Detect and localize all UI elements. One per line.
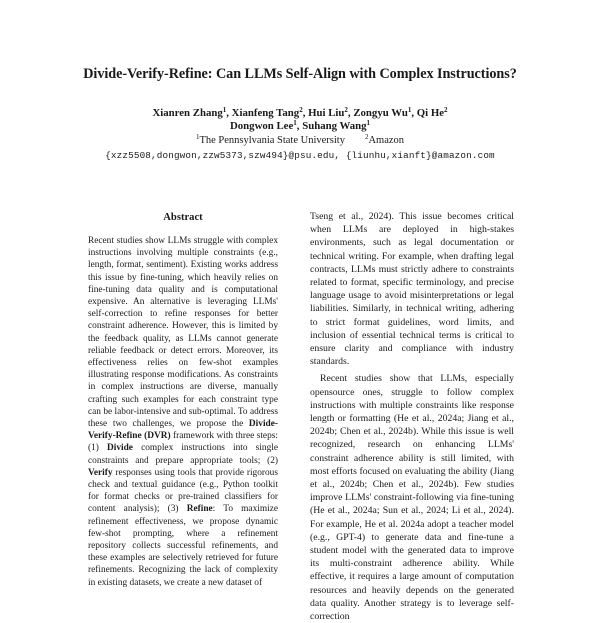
body-paragraph: Recent studies show that LLMs, especially opensource ones, struggle to follow complex instructions with multiple constraints like response length or formatting (He et al., 2024a; Jiang et al., 2024b; Chen et al., 2024b). While this issue is well recognized, research on enhancing LLMs' constraint adherence ability is still limited, with most efforts focused on evaluating the ability (Jiang et al., 2024b; Chen et al., 2024b). Few studies improve LLMs' constraint-following via fine-tuning (He et al., 2024a; Sun et al., 2024; Li et al., 2024). For example, He et al. 2024a adopt a teacher model (e.g., GPT-4) to generate data and fine-tune a student model with the generated data to improve its multi-constraint adherence ability. While effective, it requires a large amount of computation resources and heavily depends on the generated data quality. Another strategy is to leverage self-correction bbox=[310, 373, 514, 623]
author-affiliation-mark: 2 bbox=[299, 106, 303, 114]
abstract-framework-name: Divide-Verify-Refine (DVR) bbox=[88, 419, 278, 442]
author-affiliation-mark: 1 bbox=[293, 119, 297, 127]
author-line-2 bbox=[40, 120, 560, 133]
author-name: Qi He bbox=[416, 107, 445, 119]
author-name: Suhang Wang bbox=[302, 120, 367, 132]
abstract-step-verify: Verify bbox=[88, 467, 113, 478]
body-paragraph: Tseng et al., 2024). This issue becomes critical when LLMs are deployed in high-stakes environments, such as legal documentation or technical writing. For example, when drafting legal contracts, LLMs must strictly adhere to constraints related to format, specific terminology, and precise language usage to avoid misinterpretations or legal liabilities. Similarly, in technical writing, adhering to strict format guidelines, word limits, and inclusion of essential technical terms is critical to ensure clarity and compliance with industry standards. bbox=[310, 211, 514, 368]
affiliation-name: The Pennsylvania State University bbox=[199, 135, 345, 146]
author-affiliation-mark: 1 bbox=[222, 106, 227, 114]
author-name: Xianfeng Tang bbox=[231, 107, 300, 119]
abstract-text: complex instructions into single constraints and prepare appropriate tools; (2) bbox=[88, 443, 278, 466]
abstract-text: : To maximize refinement effectiveness, we propose dynamic few-shot prompting, where a refinement repository collects successful refinements, and these examples are selectively retrieved for future refinements. Recognizing the lack of complexity in existing datasets, we create a new dataset of bbox=[88, 504, 279, 588]
author-list bbox=[40, 107, 560, 133]
abstract-text: responses using tools that provide rigorous check and textual guidance (e.g., Python toolkit for format checks or pre-trained classifiers for content analysis); (3) bbox=[88, 467, 278, 515]
abstract-heading: Abstract bbox=[163, 212, 203, 223]
author-name: Zongyu Wu bbox=[353, 107, 408, 119]
author-affiliation-mark: 1 bbox=[407, 106, 412, 114]
abstract-step-divide: Divide bbox=[107, 443, 133, 454]
author-name: Hui Liu bbox=[308, 107, 345, 119]
affiliation-mark: 2 bbox=[364, 133, 369, 141]
author-separator: , bbox=[347, 107, 354, 119]
author-separator: , bbox=[411, 107, 417, 119]
introduction-column bbox=[310, 210, 514, 623]
abstract-step-refine: Refine bbox=[186, 504, 213, 515]
author-line-1 bbox=[40, 107, 560, 120]
affiliation-mark: 1 bbox=[195, 133, 200, 141]
paper-title: Divide-Verify-Refine: Can LLMs Self-Align with Complex Instructions? bbox=[83, 66, 517, 82]
abstract-text: framework with three steps: (1) bbox=[88, 431, 278, 454]
affiliations bbox=[40, 134, 560, 147]
author-affiliation-mark: 1 bbox=[366, 119, 371, 127]
author-separator: , bbox=[296, 120, 303, 132]
abstract-body bbox=[88, 235, 278, 589]
abstract-text: Recent studies show LLMs struggle with complex instructions involving multiple constraints (e.g., length, format, sentiment). Existing works address this issue by fine-tuning, which heavily relies on fine-tuning data quality and is computational expensive. An alternative is leveraging LLMs' self-correction to refine responses for better constraint adherence. However, this is limited by the feedback quality, as LLMs cannot generate reliable feedback or detect errors. Moreover, its effectiveness relies on few-shot examples illustrating response modifications. As constraints in complex instructions are diverse, manually crafting such examples for each constraint type can be labor-intensive and sub-optimal. To address these two challenges, we propose the bbox=[88, 236, 278, 430]
author-separator: , bbox=[226, 107, 232, 119]
author-affiliation-mark: 2 bbox=[344, 106, 348, 114]
author-separator: , bbox=[302, 107, 309, 119]
author-affiliation-mark: 2 bbox=[444, 106, 448, 114]
affiliation-name: Amazon bbox=[368, 135, 405, 146]
author-name: Xianren Zhang bbox=[152, 107, 223, 119]
author-name: Dongwon Lee bbox=[229, 120, 294, 132]
author-emails: {xzz5508,dongwon,zzw5373,szw494}@psu.edu, {liunhu,xianft}@amazon.com bbox=[105, 150, 495, 161]
